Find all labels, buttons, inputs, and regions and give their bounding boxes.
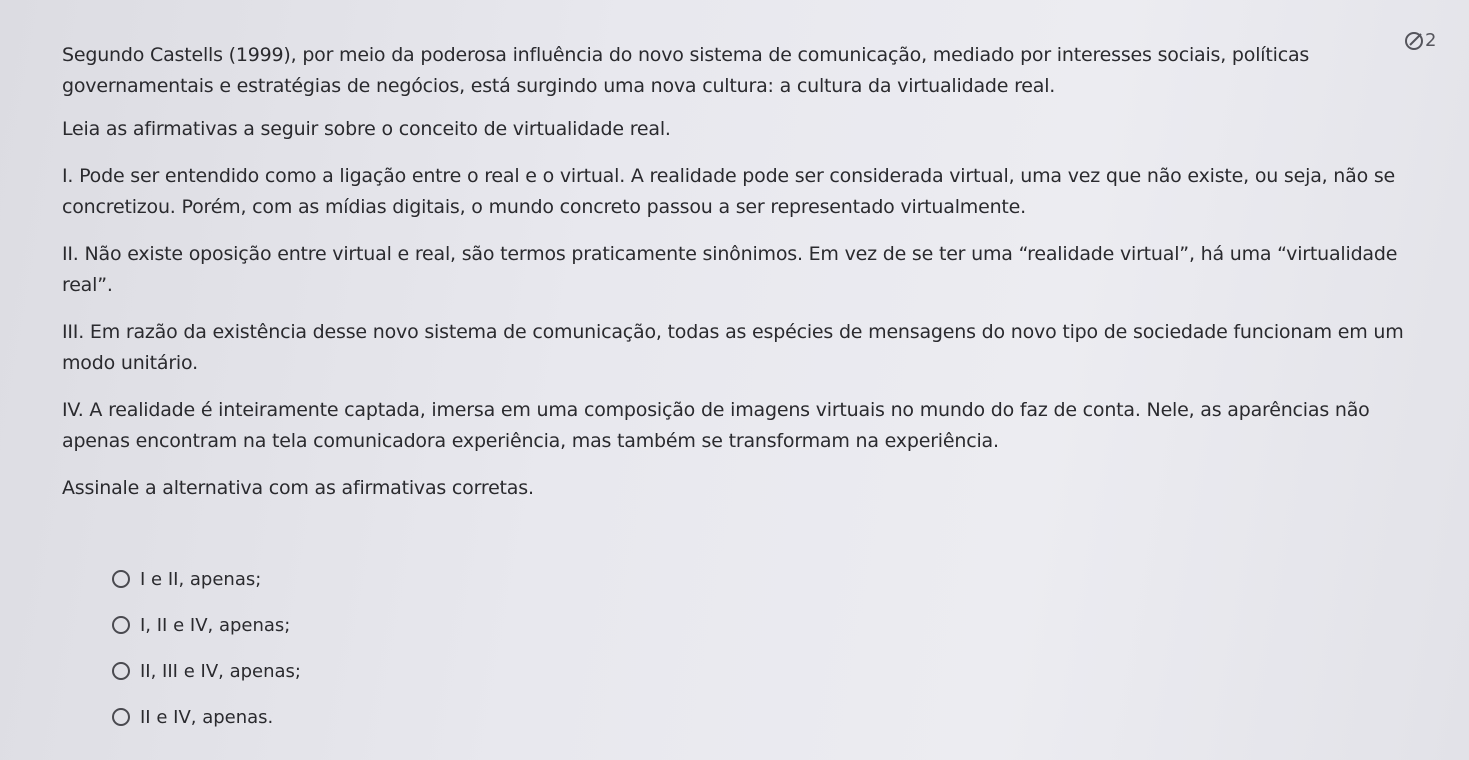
answer-option-4[interactable] [112, 694, 301, 740]
answer-option-1[interactable] [112, 556, 301, 602]
answer-option-2[interactable] [112, 602, 301, 648]
answer-option-3[interactable] [112, 648, 301, 694]
radio-button[interactable] [112, 662, 130, 680]
radio-button[interactable] [112, 570, 130, 588]
answer-option-label: II e IV, apenas. [140, 706, 274, 728]
answer-options [112, 556, 301, 740]
answer-option-label: II, III e IV, apenas; [140, 660, 301, 682]
question-prompt: Assinale a alternativa com as afirmativas corretas. [62, 477, 534, 499]
answer-option-label: I e II, apenas; [140, 568, 262, 590]
question-instruction: Leia as afirmativas a seguir sobre o conceito de virtualidade real. [62, 118, 671, 140]
statement-4: IV. A realidade é inteiramente captada, imersa em uma composição de imagens virtuais no mundo do faz de conta. Nele, as aparências não apenas encontram na tela comunicadora experiência, mas também se transformam na experiência. [62, 399, 1370, 452]
statement-2: II. Não existe oposição entre virtual e real, são termos praticamente sinônimos. Em vez de se ter uma “realidade virtual”, há uma “virtualidade real”. [62, 243, 1398, 296]
answer-option-label: I, II e IV, apenas; [140, 614, 291, 636]
question-points-value: 2 [1425, 30, 1437, 51]
question-intro: Segundo Castells (1999), por meio da poderosa influência do novo sistema de comunicação, mediado por interesses sociais, políticas governamentais e estratégias de negócios, está surgindo uma nova cultura: a cultura da virtualidade real. [62, 44, 1310, 97]
question-body [62, 40, 1442, 520]
statement-3: III. Em razão da existência desse novo sistema de comunicação, todas as espécies de mensagens do novo tipo de sociedade funcionam em um modo unitário. [62, 321, 1404, 374]
radio-button[interactable] [112, 708, 130, 726]
statement-1: I. Pode ser entendido como a ligação entre o real e o virtual. A realidade pode ser considerada virtual, uma vez que não existe, ou seja, não se concretizou. Porém, com as mídias digitais, o mundo concreto passou a ser representado virtualmente. [62, 165, 1396, 218]
radio-button[interactable] [112, 616, 130, 634]
